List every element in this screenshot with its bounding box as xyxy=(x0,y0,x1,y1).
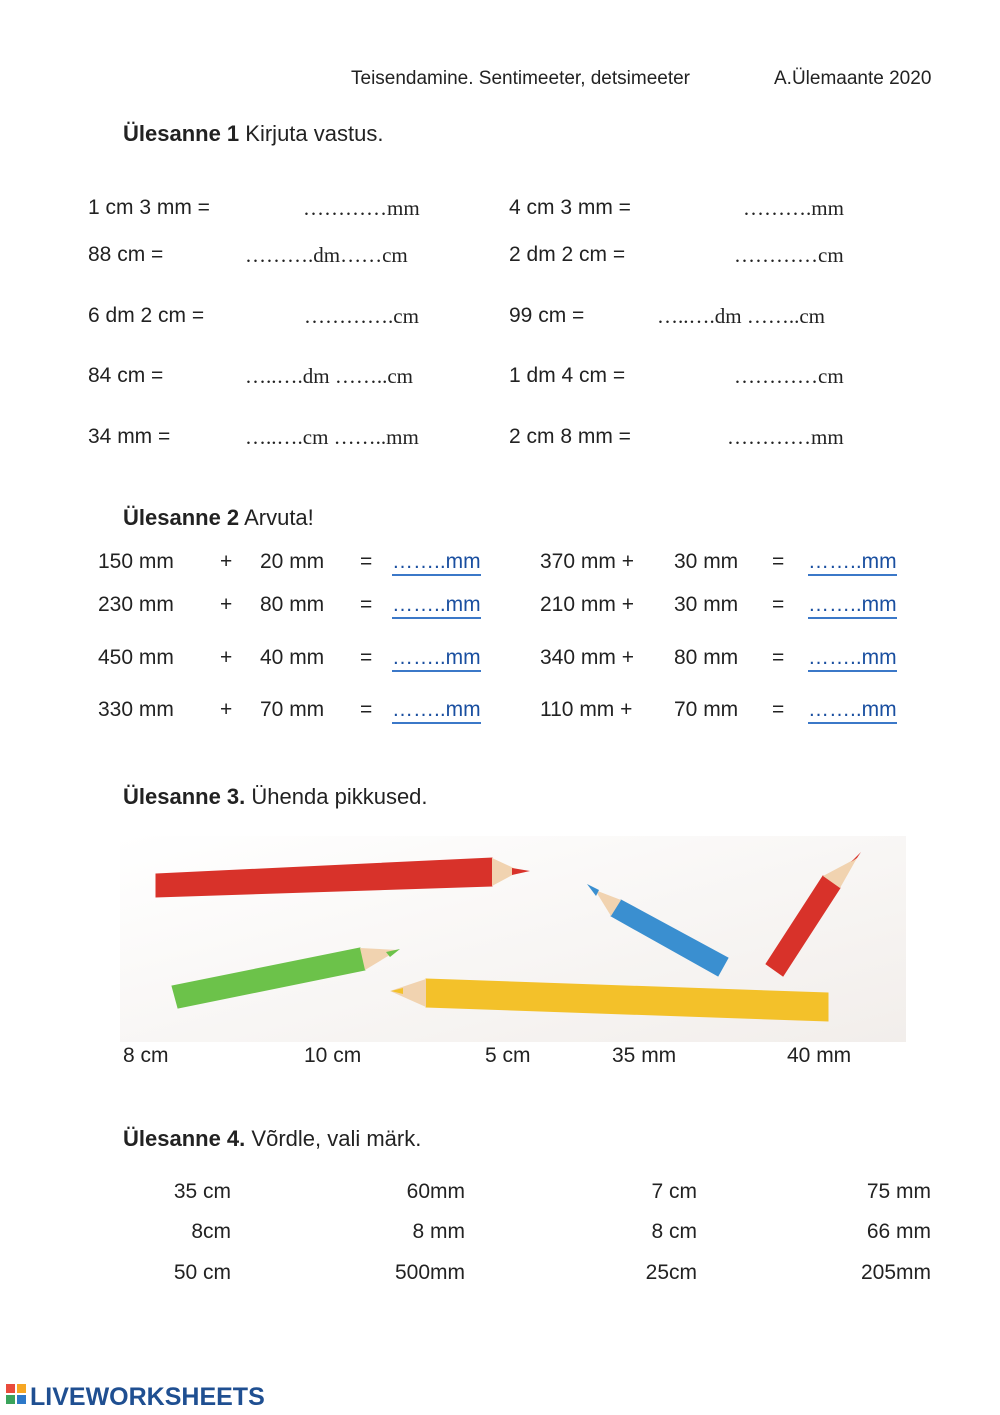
task2-label: Ülesanne 2 xyxy=(123,505,240,530)
compare-value: 8 mm xyxy=(412,1220,465,1243)
equals-sign: = xyxy=(360,550,373,573)
task2-answer-input[interactable]: ……..mm xyxy=(392,550,481,576)
compare-value: 8 cm xyxy=(651,1220,697,1243)
task2-answer-input[interactable]: ……..mm xyxy=(808,593,897,619)
task2-operand: 70 mm xyxy=(260,698,325,721)
equals-sign: = xyxy=(360,593,373,616)
pencils-illustration xyxy=(120,836,906,1042)
task2-operand: 40 mm xyxy=(260,646,325,669)
task2-operand: 230 mm xyxy=(98,593,174,616)
logo-mark-icon xyxy=(6,1384,26,1404)
task1-question: 99 cm = xyxy=(509,304,585,327)
liveworksheets-logo[interactable] xyxy=(6,1382,296,1410)
task3-title xyxy=(123,784,428,810)
task1-answer-blank[interactable]: …………mm xyxy=(303,196,420,220)
logo-graphic xyxy=(6,1382,296,1410)
task1-answer-blank[interactable]: ………….cm xyxy=(304,304,419,328)
task2-instruction: Arvuta! xyxy=(244,505,314,530)
length-label[interactable]: 35 mm xyxy=(612,1044,677,1067)
task1-answer-blank[interactable]: …………cm xyxy=(734,364,844,388)
task2-operand: 110 mm + xyxy=(540,698,633,721)
task2-operand: 210 mm + xyxy=(540,593,634,616)
length-label[interactable]: 8 cm xyxy=(123,1044,169,1067)
task3-label: Ülesanne 3. xyxy=(123,784,246,809)
task2-operand: 370 mm + xyxy=(540,550,634,573)
compare-value: 66 mm xyxy=(866,1220,931,1243)
compare-value: 35 cm xyxy=(173,1180,231,1203)
worksheet-topic: Teisendamine. Sentimeeter, detsimeeter xyxy=(351,68,691,89)
task1-question: 2 cm 8 mm = xyxy=(509,425,631,448)
task2-operand: 20 mm xyxy=(260,550,325,573)
task1-answer-blank[interactable]: …………mm xyxy=(727,425,844,449)
compare-value: 8cm xyxy=(191,1220,231,1243)
task1-question: 84 cm = xyxy=(88,364,164,387)
length-label[interactable]: 40 mm xyxy=(787,1044,852,1067)
task1-label: Ülesanne 1 xyxy=(123,121,240,146)
task3-instruction: Ühenda pikkused. xyxy=(251,784,428,809)
plus-sign: + xyxy=(220,698,233,721)
task1-question: 4 cm 3 mm = xyxy=(509,196,631,219)
task2-operand: 150 mm xyxy=(98,550,174,573)
compare-value: 60mm xyxy=(406,1180,465,1203)
plus-sign: + xyxy=(220,550,233,573)
equals-sign: = xyxy=(360,698,373,721)
task2-operand: 70 mm xyxy=(674,698,739,721)
task2-operand: 80 mm xyxy=(260,593,325,616)
task1-answer-blank[interactable]: ……….dm……cm xyxy=(245,243,408,267)
task1-question: 1 dm 4 cm = xyxy=(509,364,626,387)
task1-question: 2 dm 2 cm = xyxy=(509,243,626,266)
equals-sign: = xyxy=(772,593,785,616)
compare-value: 7 cm xyxy=(651,1180,697,1203)
task2-operand: 30 mm xyxy=(674,593,739,616)
task2-answer-input[interactable]: ……..mm xyxy=(392,698,481,724)
task1-question: 34 mm = xyxy=(88,425,171,448)
task1-answer-blank[interactable]: …..….dm ……..cm xyxy=(245,364,413,388)
equals-sign: = xyxy=(772,698,785,721)
task2-answer-input[interactable]: ……..mm xyxy=(392,646,481,672)
compare-value: 50 cm xyxy=(173,1261,231,1284)
task2-answer-input[interactable]: ……..mm xyxy=(808,550,897,576)
task4-label: Ülesanne 4. xyxy=(123,1126,246,1151)
equals-sign: = xyxy=(772,550,785,573)
task2-operand: 450 mm xyxy=(98,646,174,669)
task1-question: 88 cm = xyxy=(88,243,164,266)
task2-answer-input[interactable]: ……..mm xyxy=(808,646,897,672)
compare-value: 25cm xyxy=(645,1261,697,1284)
task2-operand: 30 mm xyxy=(674,550,739,573)
task2-operand: 340 mm + xyxy=(540,646,634,669)
task1-answer-blank[interactable]: …..….cm ……..mm xyxy=(245,425,419,449)
task1-answer-blank[interactable]: …………cm xyxy=(734,243,844,267)
compare-value: 500mm xyxy=(394,1261,465,1284)
compare-value: 75 mm xyxy=(866,1180,931,1203)
worksheet-author: A.Ülemaante 2020 xyxy=(774,68,932,89)
task1-instruction: Kirjuta vastus. xyxy=(245,121,384,146)
task2-operand: 80 mm xyxy=(674,646,739,669)
task2-title xyxy=(123,505,314,531)
length-label[interactable]: 5 cm xyxy=(485,1044,531,1067)
task1-answer-blank[interactable]: …..….dm ……..cm xyxy=(657,304,825,328)
equals-sign: = xyxy=(772,646,785,669)
task2-answer-input[interactable]: ……..mm xyxy=(392,593,481,619)
plus-sign: + xyxy=(220,646,233,669)
equals-sign: = xyxy=(360,646,373,669)
compare-value: 205mm xyxy=(860,1261,931,1284)
task4-instruction: Võrdle, vali märk. xyxy=(251,1126,422,1151)
task1-title xyxy=(123,121,383,147)
length-label[interactable]: 10 cm xyxy=(304,1044,362,1067)
task2-answer-input[interactable]: ……..mm xyxy=(808,698,897,724)
task2-operand: 330 mm xyxy=(98,698,174,721)
logo-text: LIVEWORKSHEETS xyxy=(30,1383,265,1410)
task1-question: 6 dm 2 cm = xyxy=(88,304,205,327)
task4-title xyxy=(123,1126,421,1152)
plus-sign: + xyxy=(220,593,233,616)
task1-answer-blank[interactable]: ……….mm xyxy=(743,196,844,220)
task1-question: 1 cm 3 mm = xyxy=(88,196,210,219)
